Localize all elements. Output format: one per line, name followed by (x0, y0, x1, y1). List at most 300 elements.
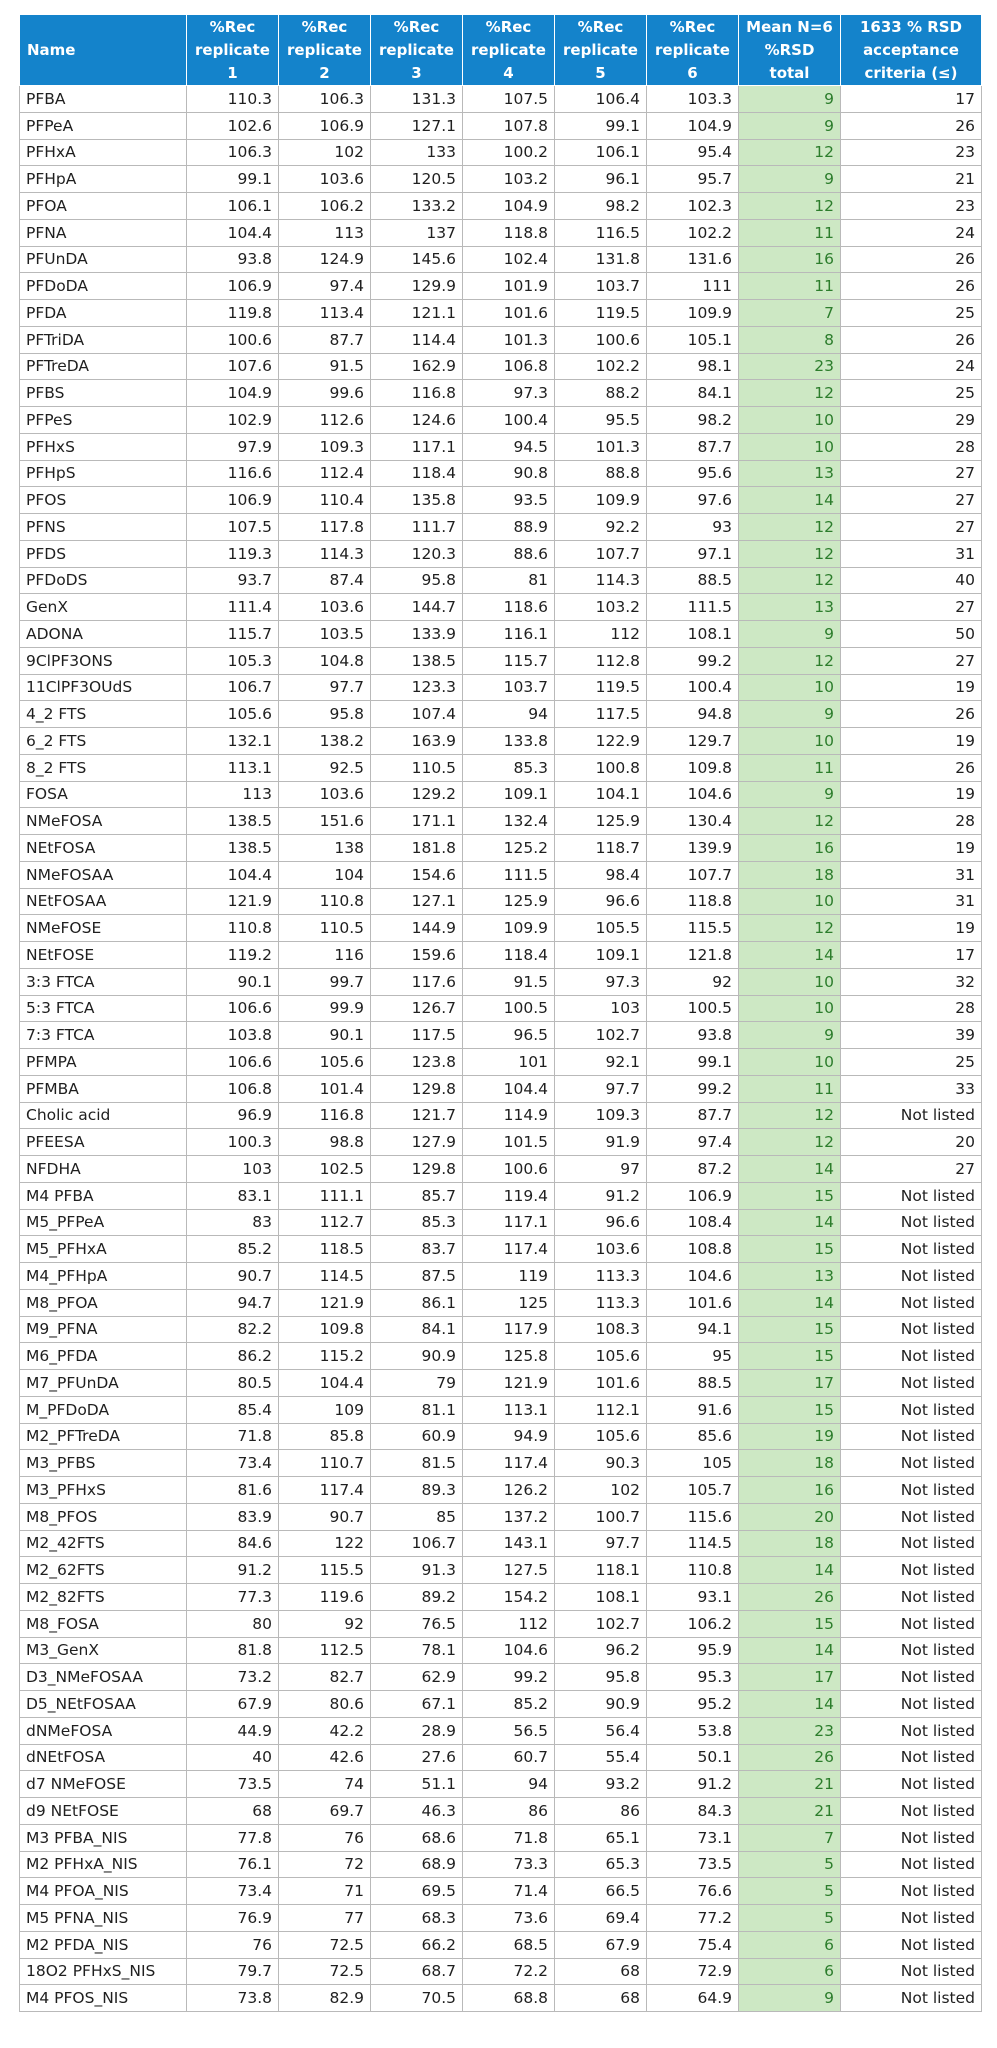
cell-name: M2 PFHxA_NIS (20, 1851, 187, 1878)
table-row (20, 219, 982, 246)
cell-replicate-2: 116 (279, 942, 371, 969)
cell-replicate-2: 109 (279, 1396, 371, 1423)
header-replicate-1 (187, 15, 279, 86)
cell-acceptance-criteria: Not listed (841, 1423, 982, 1450)
cell-replicate-1: 73.4 (187, 1450, 279, 1477)
cell-replicate-4: 94.5 (463, 433, 555, 460)
cell-replicate-5: 101.6 (555, 1370, 647, 1397)
cell-name: NEtFOSAA (20, 888, 187, 915)
cell-mean-rsd: 6 (739, 1958, 841, 1985)
header-line: replicate (287, 40, 362, 59)
cell-acceptance-criteria: 29 (841, 407, 982, 434)
table-row (20, 540, 982, 567)
cell-acceptance-criteria: Not listed (841, 1664, 982, 1691)
cell-replicate-3: 137 (371, 219, 463, 246)
cell-mean-rsd: 14 (739, 1557, 841, 1584)
cell-mean-rsd: 9 (739, 781, 841, 808)
cell-mean-rsd: 12 (739, 647, 841, 674)
cell-mean-rsd: 21 (739, 1798, 841, 1825)
cell-replicate-4: 103.2 (463, 166, 555, 193)
cell-replicate-4: 88.6 (463, 540, 555, 567)
cell-acceptance-criteria: Not listed (841, 1985, 982, 2012)
table-row (20, 433, 982, 460)
table-row (20, 1477, 982, 1504)
cell-acceptance-criteria: Not listed (841, 1878, 982, 1905)
cell-name: M2_82FTS (20, 1584, 187, 1611)
cell-mean-rsd: 13 (739, 460, 841, 487)
cell-replicate-3: 85 (371, 1503, 463, 1530)
cell-replicate-6: 104.6 (647, 1263, 739, 1290)
cell-replicate-1: 85.4 (187, 1396, 279, 1423)
cell-replicate-4: 86 (463, 1798, 555, 1825)
cell-replicate-2: 80.6 (279, 1691, 371, 1718)
table-row (20, 246, 982, 273)
cell-replicate-1: 76 (187, 1931, 279, 1958)
table-row (20, 1717, 982, 1744)
cell-replicate-4: 91.5 (463, 968, 555, 995)
cell-replicate-6: 94.8 (647, 701, 739, 728)
table-row (20, 995, 982, 1022)
cell-replicate-5: 93.2 (555, 1771, 647, 1798)
cell-mean-rsd: 8 (739, 326, 841, 353)
cell-mean-rsd: 10 (739, 888, 841, 915)
cell-name: M3_PFBS (20, 1450, 187, 1477)
cell-name: 8_2 FTS (20, 754, 187, 781)
table-row (20, 1156, 982, 1183)
cell-replicate-2: 106.9 (279, 112, 371, 139)
header-line: 2 (319, 63, 330, 82)
cell-name: PFDS (20, 540, 187, 567)
recovery-table (19, 14, 982, 2012)
cell-replicate-3: 129.8 (371, 1156, 463, 1183)
cell-replicate-5: 101.3 (555, 433, 647, 460)
cell-replicate-3: 124.6 (371, 407, 463, 434)
table-row (20, 460, 982, 487)
table-row (20, 1182, 982, 1209)
table-row (20, 781, 982, 808)
table-row (20, 1824, 982, 1851)
cell-replicate-3: 162.9 (371, 353, 463, 380)
table-body (20, 86, 982, 2012)
cell-replicate-3: 144.7 (371, 594, 463, 621)
cell-replicate-6: 118.8 (647, 888, 739, 915)
cell-replicate-1: 103 (187, 1156, 279, 1183)
cell-replicate-6: 131.6 (647, 246, 739, 273)
cell-mean-rsd: 18 (739, 1530, 841, 1557)
table-row (20, 487, 982, 514)
cell-acceptance-criteria: 25 (841, 300, 982, 327)
cell-replicate-5: 102 (555, 1477, 647, 1504)
cell-replicate-3: 89.2 (371, 1584, 463, 1611)
cell-replicate-5: 97.7 (555, 1075, 647, 1102)
cell-replicate-6: 64.9 (647, 1985, 739, 2012)
header-line: replicate (655, 40, 730, 59)
cell-name: M2_42FTS (20, 1530, 187, 1557)
cell-name: 7:3 FTCA (20, 1022, 187, 1049)
cell-mean-rsd: 14 (739, 487, 841, 514)
cell-replicate-5: 92.1 (555, 1049, 647, 1076)
cell-replicate-1: 106.6 (187, 995, 279, 1022)
cell-replicate-3: 116.8 (371, 380, 463, 407)
cell-name: PFHxS (20, 433, 187, 460)
table-row (20, 1289, 982, 1316)
cell-acceptance-criteria: 27 (841, 594, 982, 621)
cell-replicate-4: 118.8 (463, 219, 555, 246)
cell-acceptance-criteria: Not listed (841, 1370, 982, 1397)
cell-replicate-4: 143.1 (463, 1530, 555, 1557)
cell-mean-rsd: 10 (739, 968, 841, 995)
cell-replicate-1: 97.9 (187, 433, 279, 460)
cell-mean-rsd: 13 (739, 1263, 841, 1290)
cell-replicate-5: 95.5 (555, 407, 647, 434)
cell-replicate-4: 154.2 (463, 1584, 555, 1611)
cell-mean-rsd: 16 (739, 835, 841, 862)
cell-replicate-1: 104.4 (187, 861, 279, 888)
cell-replicate-6: 99.1 (647, 1049, 739, 1076)
header-line: %Rec (393, 17, 440, 36)
cell-replicate-5: 112.8 (555, 647, 647, 674)
table-row (20, 1691, 982, 1718)
cell-acceptance-criteria: 25 (841, 380, 982, 407)
cell-replicate-5: 102.7 (555, 1022, 647, 1049)
cell-name: NFDHA (20, 1156, 187, 1183)
cell-replicate-6: 94.1 (647, 1316, 739, 1343)
header-line: replicate (379, 40, 454, 59)
cell-replicate-3: 51.1 (371, 1771, 463, 1798)
cell-acceptance-criteria: 31 (841, 861, 982, 888)
cell-replicate-2: 90.1 (279, 1022, 371, 1049)
cell-acceptance-criteria: Not listed (841, 1263, 982, 1290)
cell-replicate-1: 80.5 (187, 1370, 279, 1397)
header-name (20, 15, 187, 86)
cell-replicate-1: 102.6 (187, 112, 279, 139)
cell-replicate-5: 90.9 (555, 1691, 647, 1718)
cell-acceptance-criteria: Not listed (841, 1530, 982, 1557)
cell-replicate-6: 88.5 (647, 1370, 739, 1397)
cell-replicate-5: 65.3 (555, 1851, 647, 1878)
cell-replicate-3: 78.1 (371, 1637, 463, 1664)
cell-replicate-4: 103.7 (463, 674, 555, 701)
cell-replicate-4: 118.6 (463, 594, 555, 621)
cell-replicate-4: 117.4 (463, 1450, 555, 1477)
cell-mean-rsd: 7 (739, 1824, 841, 1851)
cell-name: PFMBA (20, 1075, 187, 1102)
table-row (20, 647, 982, 674)
cell-replicate-5: 68 (555, 1958, 647, 1985)
cell-name: 6_2 FTS (20, 728, 187, 755)
cell-replicate-5: 107.7 (555, 540, 647, 567)
cell-replicate-5: 109.3 (555, 1102, 647, 1129)
table-row (20, 968, 982, 995)
header-line: 5 (595, 63, 606, 82)
cell-replicate-1: 103.8 (187, 1022, 279, 1049)
cell-replicate-1: 138.5 (187, 808, 279, 835)
cell-replicate-1: 73.2 (187, 1664, 279, 1691)
table-row (20, 728, 982, 755)
cell-replicate-1: 138.5 (187, 835, 279, 862)
cell-acceptance-criteria: Not listed (841, 1236, 982, 1263)
cell-replicate-1: 76.9 (187, 1905, 279, 1932)
cell-acceptance-criteria: 19 (841, 835, 982, 862)
cell-mean-rsd: 12 (739, 1102, 841, 1129)
cell-replicate-1: 105.6 (187, 701, 279, 728)
cell-replicate-4: 101.5 (463, 1129, 555, 1156)
cell-replicate-6: 104.9 (647, 112, 739, 139)
cell-replicate-1: 73.5 (187, 1771, 279, 1798)
table-row (20, 1931, 982, 1958)
cell-replicate-2: 104.8 (279, 647, 371, 674)
cell-replicate-1: 106.6 (187, 1049, 279, 1076)
cell-mean-rsd: 10 (739, 433, 841, 460)
table-row (20, 1771, 982, 1798)
cell-acceptance-criteria: 24 (841, 353, 982, 380)
cell-replicate-6: 85.6 (647, 1423, 739, 1450)
cell-mean-rsd: 17 (739, 1370, 841, 1397)
cell-acceptance-criteria: 40 (841, 567, 982, 594)
cell-replicate-6: 95.4 (647, 139, 739, 166)
cell-replicate-6: 99.2 (647, 647, 739, 674)
cell-replicate-3: 106.7 (371, 1530, 463, 1557)
cell-replicate-2: 110.4 (279, 487, 371, 514)
cell-replicate-2: 42.6 (279, 1744, 371, 1771)
table-row (20, 300, 982, 327)
cell-replicate-3: 129.9 (371, 273, 463, 300)
cell-replicate-4: 132.4 (463, 808, 555, 835)
cell-acceptance-criteria: Not listed (841, 1744, 982, 1771)
table-row (20, 1503, 982, 1530)
cell-replicate-6: 108.1 (647, 621, 739, 648)
cell-replicate-2: 102 (279, 139, 371, 166)
cell-replicate-6: 91.2 (647, 1771, 739, 1798)
table-row (20, 1878, 982, 1905)
cell-acceptance-criteria: Not listed (841, 1637, 982, 1664)
cell-replicate-2: 42.2 (279, 1717, 371, 1744)
cell-acceptance-criteria: 19 (841, 781, 982, 808)
cell-replicate-6: 95.7 (647, 166, 739, 193)
cell-acceptance-criteria: 27 (841, 487, 982, 514)
cell-acceptance-criteria: 26 (841, 273, 982, 300)
cell-name: M3_GenX (20, 1637, 187, 1664)
cell-replicate-1: 119.2 (187, 942, 279, 969)
table-row (20, 139, 982, 166)
table-row (20, 888, 982, 915)
cell-replicate-2: 118.5 (279, 1236, 371, 1263)
cell-replicate-4: 101.3 (463, 326, 555, 353)
header-line: replicate (471, 40, 546, 59)
cell-replicate-4: 117.4 (463, 1236, 555, 1263)
cell-name: 5:3 FTCA (20, 995, 187, 1022)
cell-replicate-4: 106.8 (463, 353, 555, 380)
cell-replicate-2: 105.6 (279, 1049, 371, 1076)
cell-acceptance-criteria: 19 (841, 915, 982, 942)
cell-name: d7 NMeFOSE (20, 1771, 187, 1798)
cell-replicate-4: 73.6 (463, 1905, 555, 1932)
cell-mean-rsd: 26 (739, 1744, 841, 1771)
cell-mean-rsd: 23 (739, 1717, 841, 1744)
cell-replicate-2: 72.5 (279, 1958, 371, 1985)
cell-replicate-3: 118.4 (371, 460, 463, 487)
cell-replicate-5: 69.4 (555, 1905, 647, 1932)
cell-replicate-1: 71.8 (187, 1423, 279, 1450)
cell-replicate-4: 116.1 (463, 621, 555, 648)
cell-name: PFPeA (20, 112, 187, 139)
cell-replicate-6: 75.4 (647, 1931, 739, 1958)
cell-replicate-4: 107.8 (463, 112, 555, 139)
cell-replicate-1: 83 (187, 1209, 279, 1236)
cell-replicate-4: 119 (463, 1263, 555, 1290)
header-line: 1633 % RSD (859, 17, 963, 36)
cell-replicate-6: 95.2 (647, 1691, 739, 1718)
cell-acceptance-criteria: Not listed (841, 1316, 982, 1343)
cell-replicate-4: 119.4 (463, 1182, 555, 1209)
cell-replicate-2: 111.1 (279, 1182, 371, 1209)
cell-name: PFTriDA (20, 326, 187, 353)
cell-replicate-3: 144.9 (371, 915, 463, 942)
cell-replicate-4: 114.9 (463, 1102, 555, 1129)
cell-mean-rsd: 12 (739, 540, 841, 567)
cell-replicate-5: 125.9 (555, 808, 647, 835)
cell-replicate-2: 113 (279, 219, 371, 246)
cell-replicate-3: 117.5 (371, 1022, 463, 1049)
cell-replicate-2: 82.9 (279, 1985, 371, 2012)
cell-name: PFOA (20, 193, 187, 220)
cell-mean-rsd: 23 (739, 353, 841, 380)
cell-replicate-3: 90.9 (371, 1343, 463, 1370)
table-row (20, 674, 982, 701)
cell-replicate-6: 111 (647, 273, 739, 300)
table-row (20, 407, 982, 434)
cell-acceptance-criteria: 50 (841, 621, 982, 648)
cell-acceptance-criteria: 39 (841, 1022, 982, 1049)
cell-name: M5_PFHxA (20, 1236, 187, 1263)
cell-replicate-4: 90.8 (463, 460, 555, 487)
cell-replicate-3: 84.1 (371, 1316, 463, 1343)
header-line: replicate (195, 40, 270, 59)
cell-mean-rsd: 20 (739, 1503, 841, 1530)
cell-replicate-2: 110.7 (279, 1450, 371, 1477)
cell-replicate-4: 111.5 (463, 861, 555, 888)
cell-replicate-5: 118.7 (555, 835, 647, 862)
cell-replicate-3: 120.3 (371, 540, 463, 567)
cell-replicate-3: 123.3 (371, 674, 463, 701)
table-row (20, 1396, 982, 1423)
cell-replicate-4: 100.2 (463, 139, 555, 166)
cell-replicate-4: 104.6 (463, 1637, 555, 1664)
cell-replicate-5: 103.2 (555, 594, 647, 621)
cell-acceptance-criteria: 19 (841, 728, 982, 755)
header-mean-rsd (739, 15, 841, 86)
cell-acceptance-criteria: Not listed (841, 1396, 982, 1423)
cell-name: PFPeS (20, 407, 187, 434)
table-row (20, 594, 982, 621)
cell-mean-rsd: 9 (739, 112, 841, 139)
cell-mean-rsd: 9 (739, 86, 841, 113)
cell-name: PFNS (20, 514, 187, 541)
cell-replicate-3: 83.7 (371, 1236, 463, 1263)
cell-replicate-1: 68 (187, 1798, 279, 1825)
cell-mean-rsd: 7 (739, 300, 841, 327)
cell-replicate-1: 110.8 (187, 915, 279, 942)
cell-replicate-2: 112.4 (279, 460, 371, 487)
cell-replicate-1: 84.6 (187, 1530, 279, 1557)
cell-replicate-3: 133.9 (371, 621, 463, 648)
cell-replicate-1: 76.1 (187, 1851, 279, 1878)
cell-replicate-2: 77 (279, 1905, 371, 1932)
cell-replicate-6: 97.6 (647, 487, 739, 514)
cell-replicate-4: 72.2 (463, 1958, 555, 1985)
cell-replicate-6: 72.9 (647, 1958, 739, 1985)
cell-replicate-2: 114.5 (279, 1263, 371, 1290)
cell-name: 9ClPF3ONS (20, 647, 187, 674)
cell-replicate-1: 132.1 (187, 728, 279, 755)
cell-replicate-5: 116.5 (555, 219, 647, 246)
cell-replicate-4: 93.5 (463, 487, 555, 514)
cell-name: M9_PFNA (20, 1316, 187, 1343)
cell-replicate-2: 113.4 (279, 300, 371, 327)
cell-replicate-2: 121.9 (279, 1289, 371, 1316)
cell-name: dNEtFOSA (20, 1744, 187, 1771)
cell-mean-rsd: 14 (739, 1289, 841, 1316)
cell-replicate-3: 91.3 (371, 1557, 463, 1584)
header-replicate-5 (555, 15, 647, 86)
cell-replicate-2: 116.8 (279, 1102, 371, 1129)
cell-replicate-6: 99.2 (647, 1075, 739, 1102)
cell-replicate-3: 181.8 (371, 835, 463, 862)
cell-acceptance-criteria: 24 (841, 219, 982, 246)
cell-replicate-4: 94 (463, 1771, 555, 1798)
cell-acceptance-criteria: Not listed (841, 1691, 982, 1718)
cell-acceptance-criteria: 27 (841, 647, 982, 674)
cell-replicate-3: 68.6 (371, 1824, 463, 1851)
cell-replicate-3: 89.3 (371, 1477, 463, 1504)
cell-replicate-1: 107.6 (187, 353, 279, 380)
cell-mean-rsd: 9 (739, 166, 841, 193)
cell-acceptance-criteria: 21 (841, 166, 982, 193)
header-acceptance-criteria (841, 15, 982, 86)
header-replicate-6 (647, 15, 739, 86)
cell-replicate-6: 115.6 (647, 1503, 739, 1530)
cell-acceptance-criteria: 27 (841, 514, 982, 541)
cell-replicate-5: 102.2 (555, 353, 647, 380)
cell-replicate-4: 109.1 (463, 781, 555, 808)
cell-replicate-5: 55.4 (555, 1744, 647, 1771)
cell-replicate-4: 127.5 (463, 1557, 555, 1584)
cell-replicate-2: 103.6 (279, 781, 371, 808)
cell-acceptance-criteria: 28 (841, 808, 982, 835)
cell-replicate-6: 130.4 (647, 808, 739, 835)
cell-replicate-3: 62.9 (371, 1664, 463, 1691)
cell-replicate-2: 92.5 (279, 754, 371, 781)
cell-name: GenX (20, 594, 187, 621)
cell-acceptance-criteria: 28 (841, 433, 982, 460)
cell-replicate-5: 100.7 (555, 1503, 647, 1530)
cell-name: M_PFDoDA (20, 1396, 187, 1423)
cell-replicate-6: 87.2 (647, 1156, 739, 1183)
cell-mean-rsd: 5 (739, 1878, 841, 1905)
cell-replicate-1: 40 (187, 1744, 279, 1771)
cell-replicate-6: 111.5 (647, 594, 739, 621)
cell-mean-rsd: 10 (739, 728, 841, 755)
cell-replicate-4: 133.8 (463, 728, 555, 755)
cell-replicate-6: 76.6 (647, 1878, 739, 1905)
cell-replicate-5: 66.5 (555, 1878, 647, 1905)
cell-mean-rsd: 10 (739, 407, 841, 434)
cell-mean-rsd: 9 (739, 1985, 841, 2012)
cell-replicate-3: 60.9 (371, 1423, 463, 1450)
cell-replicate-6: 100.5 (647, 995, 739, 1022)
cell-mean-rsd: 5 (739, 1851, 841, 1878)
cell-replicate-2: 74 (279, 1771, 371, 1798)
